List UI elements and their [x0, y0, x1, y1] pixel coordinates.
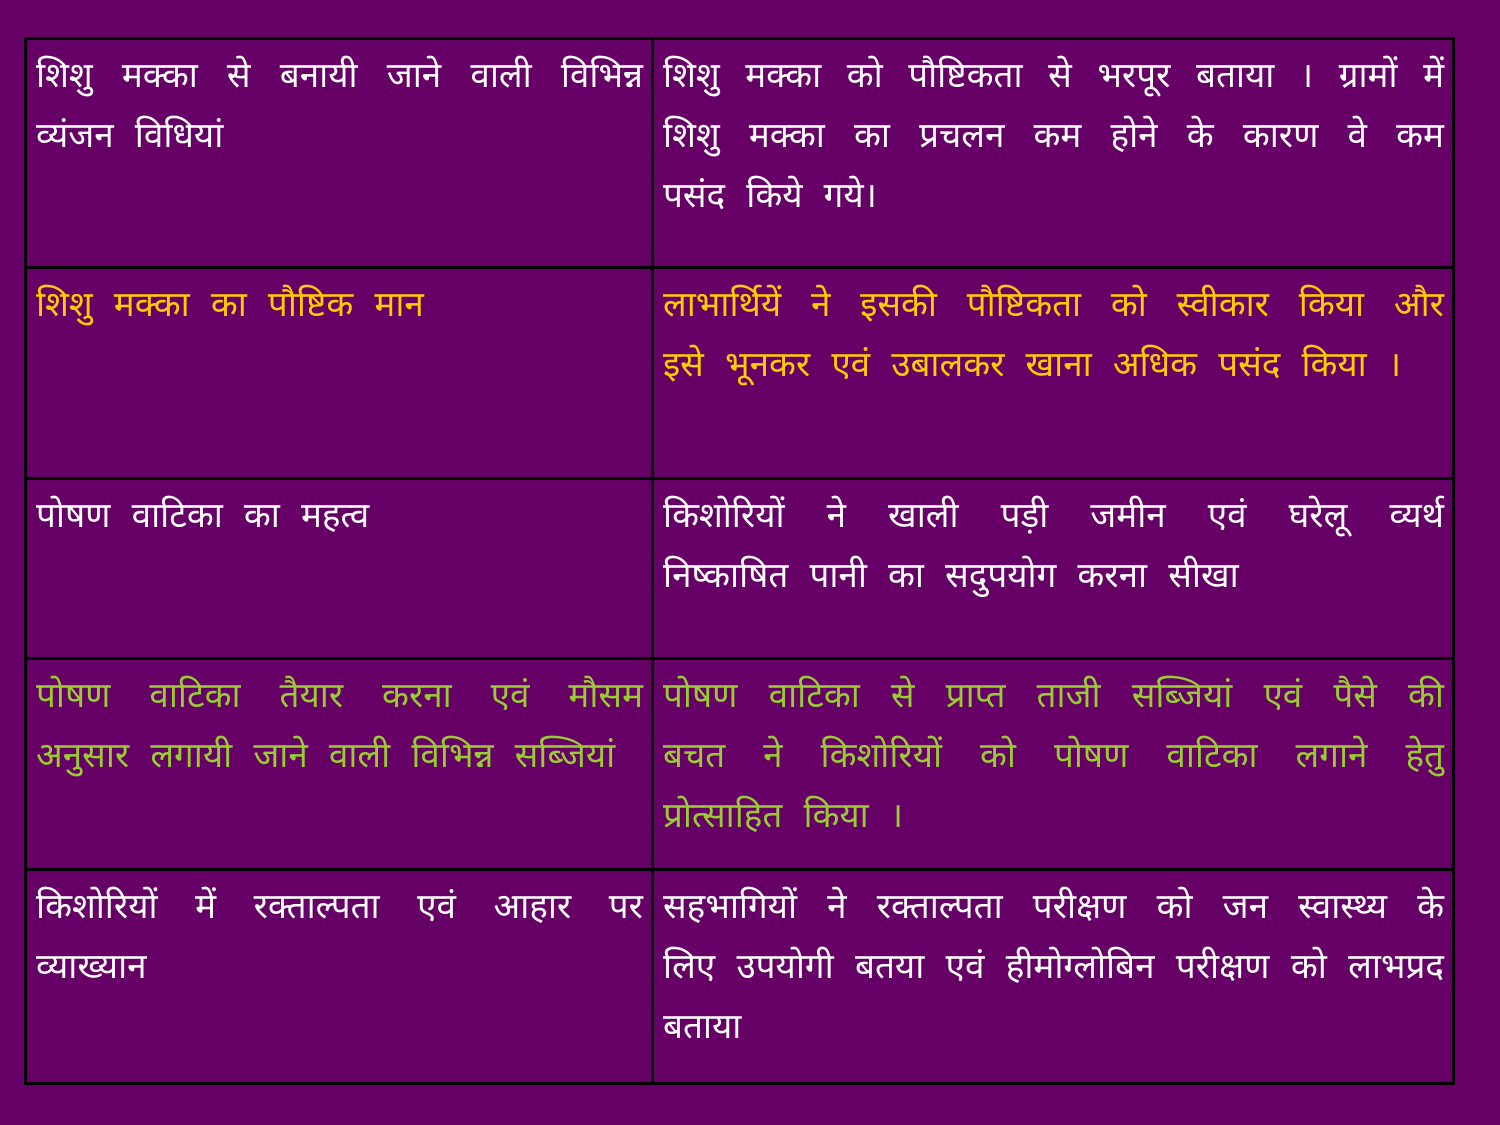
topic-cell: शिशु मक्का से बनायी जाने वाली विभिन्न व्यंजन विधियां [26, 39, 653, 268]
outcome-cell: लाभार्थियें ने इसकी पौष्टिकता को स्वीकार किया और इसे भूनकर एवं उबालकर खाना अधिक पसंद किया । [653, 268, 1454, 479]
table-row [26, 479, 1454, 659]
outcome-cell: पोषण वाटिका से प्राप्त ताजी सब्जियां एवं पैसे की बचत ने किशोरियों को पोषण वाटिका लगाने हेतु प्रोत्साहित किया । [653, 659, 1454, 870]
outcome-cell: सहभागियों ने रक्ताल्पता परीक्षण को जन स्वास्थ्य के लिए उपयोगी बतया एवं हीमोग्लोबिन परीक्षण को लाभप्रद बताया [653, 870, 1454, 1084]
topic-cell: पोषण वाटिका तैयार करना एवं मौसम अनुसार लगायी जाने वाली विभिन्न सब्जियां [26, 659, 653, 870]
topic-cell: पोषण वाटिका का महत्व [26, 479, 653, 659]
table-row [26, 659, 1454, 870]
table-row [26, 870, 1454, 1084]
topic-cell: शिशु मक्का का पौष्टिक मान [26, 268, 653, 479]
table-row [26, 39, 1454, 268]
content-table [24, 37, 1455, 1085]
table-row [26, 268, 1454, 479]
topic-cell: किशोरियों में रक्ताल्पता एवं आहार पर व्याख्यान [26, 870, 653, 1084]
outcome-cell: किशोरियों ने खाली पड़ी जमीन एवं घरेलू व्यर्थ निष्काषित पानी का सदुपयोग करना सीखा [653, 479, 1454, 659]
outcome-cell: शिशु मक्का को पौष्टिकता से भरपूर बताया । ग्रामों में शिशु मक्का का प्रचलन कम होने के कारण वे कम पसंद किये गये। [653, 39, 1454, 268]
